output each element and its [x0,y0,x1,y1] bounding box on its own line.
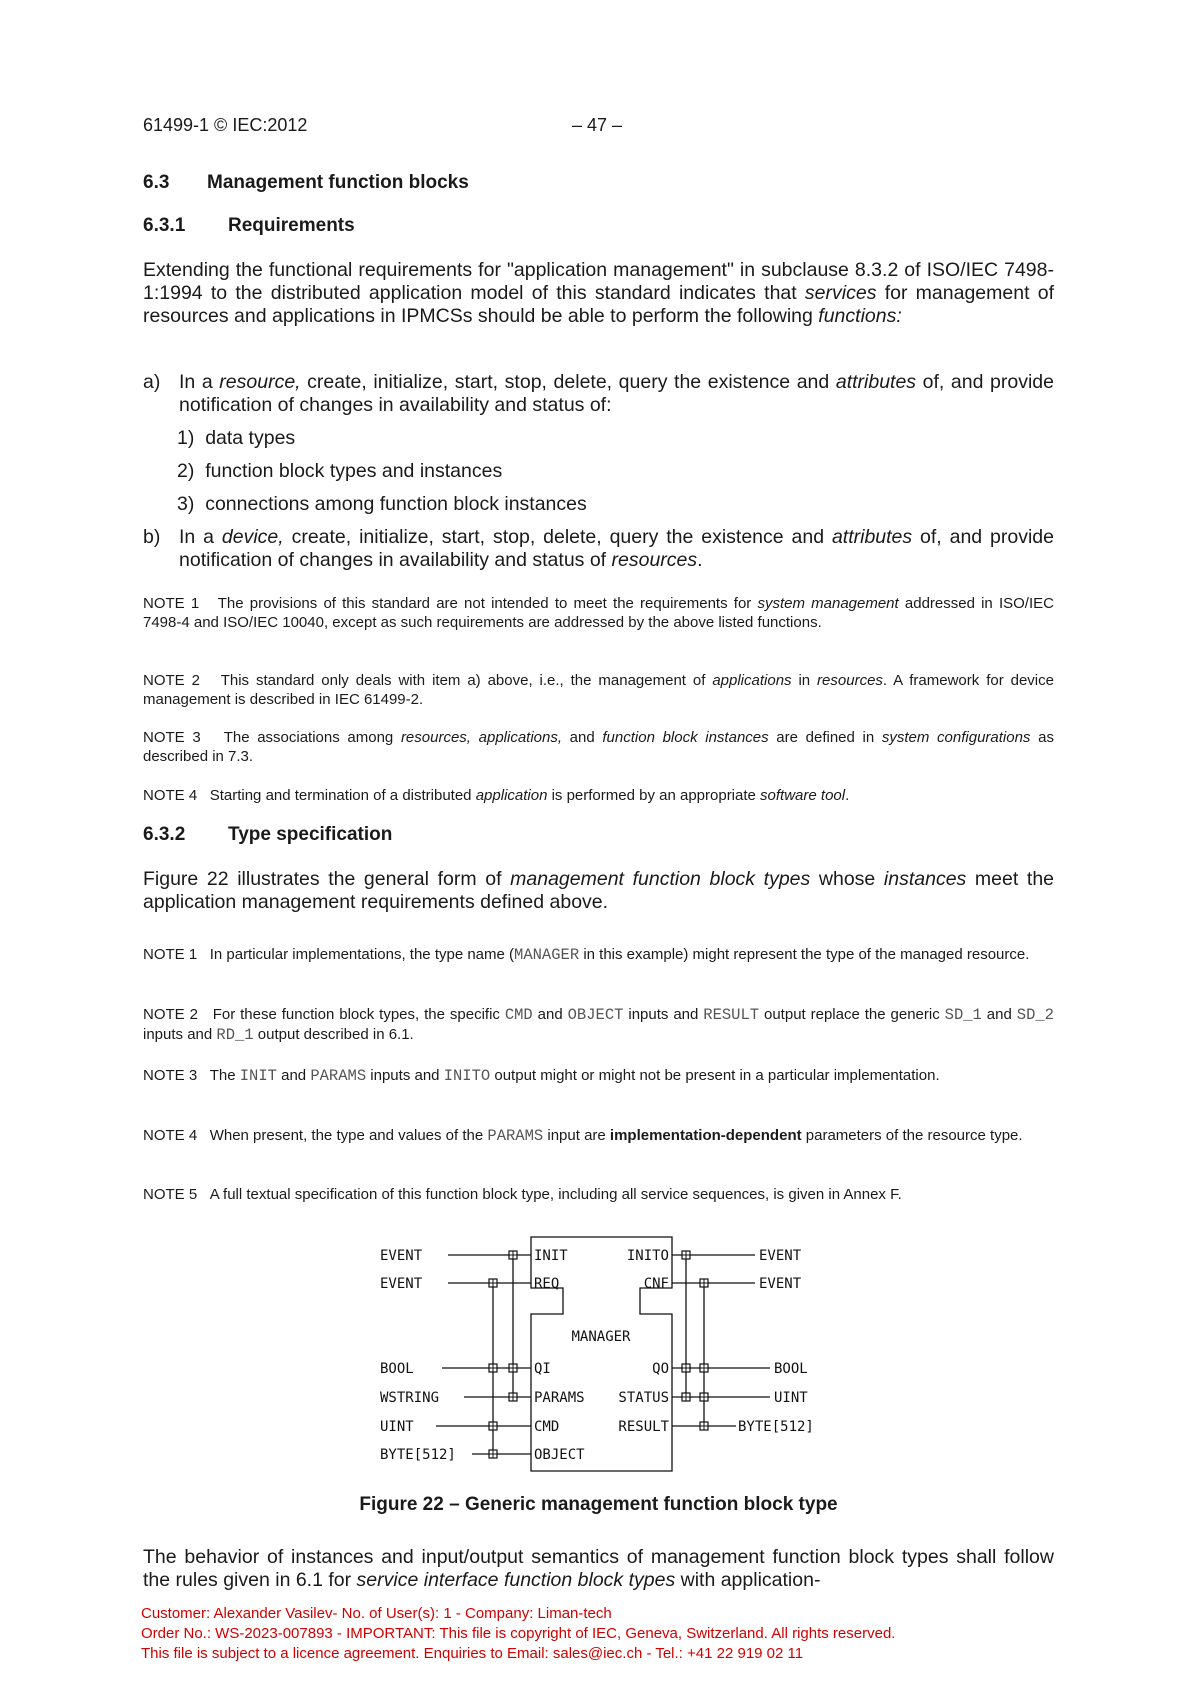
figure-caption: Figure 22 – Generic management function block type [359,1494,838,1515]
output-port-label: CNF [643,1276,669,1292]
note-3: NOTE 3 The associations among resources, applications, and function block instances are defined in system configurations as described in 7.3. [143,729,1054,765]
note-4: NOTE 4 When present, the type and values of the PARAMS input are implementation-dependent parameters of the resource type. [143,1127,1023,1145]
list-text: In a resource, create, initialize, start, stop, delete, query the existence and attributes of, and provide notification of changes in availability and status of: [179,371,1054,416]
section-heading-6-3-1 [143,215,355,237]
input-type-label: BYTE[512] [380,1447,456,1463]
output-port-label: STATUS [618,1390,669,1406]
note-1: NOTE 1 The provisions of this standard are not intended to meet the requirements for system management addressed in ISO/IEC 7498-4 and ISO/IEC 10040, except as such requirements are addressed by the above listed functions. [143,595,1054,631]
section-number: 6.3 [143,172,170,193]
block-type-name: MANAGER [571,1329,631,1345]
final-paragraph: The behavior of instances and input/output semantics of management function block types shall follow the rules given in 6.1 for service interface function block types with application- [143,1546,1054,1591]
function-block-outline [531,1237,672,1471]
input-port-label: INIT [534,1248,568,1264]
type-specification-paragraph: Figure 22 illustrates the general form of management function block types whose instances meet the application management requirements defined above. [143,868,1055,913]
sublist-item: 3) connections among function block instances [177,493,587,515]
output-type-label: BYTE[512] [738,1419,814,1435]
note-4: NOTE 4 Starting and termination of a distributed application is performed by an appropriate software tool. [143,787,850,804]
intro-paragraph: Extending the functional requirements for "application management" in subclause 8.3.2 of ISO/IEC 7498-1:1994 to the distributed application model of this standard indicates that services for management of resources and applications in IPMCSs should be able to perform the following functions: [143,259,1055,327]
output-port-label: RESULT [618,1419,669,1435]
note-3: NOTE 3 The INIT and PARAMS inputs and INITO output might or might not be present in a particular implementation. [143,1067,940,1085]
output-type-label: EVENT [759,1276,802,1292]
list-label: a) [143,371,161,393]
footer-line: This file is subject to a licence agreement. Enquiries to Email: sales@iec.ch - Tel.: +41 22 919 02 11 [141,1645,804,1662]
note-2: NOTE 2 This standard only deals with item a) above, i.e., the management of applications in resources. A framework for device management is described in IEC 61499-2. [143,672,1054,708]
output-port-label: QO [652,1361,669,1377]
list-item-b [143,526,1054,572]
section-number: 6.3.2 [143,824,186,845]
section-heading-6-3-2 [143,824,392,846]
input-port-label: OBJECT [534,1447,585,1463]
list-item-a [143,371,1054,417]
output-type-label: UINT [774,1390,808,1406]
section-title: Type specification [228,824,393,845]
page-number: – 47 – [572,115,623,135]
section-number: 6.3.1 [143,215,186,236]
footer-line: Customer: Alexander Vasilev- No. of User(s): 1 - Company: Liman-tech [141,1605,612,1622]
section-title: Management function blocks [207,172,469,193]
input-port-label: REQ [534,1276,560,1292]
note-2: NOTE 2 For these function block types, the specific CMD and OBJECT inputs and RESULT output replace the generic SD_1 and SD_2 inputs and RD_1 output described in 6.1. [143,1006,1054,1044]
input-type-label: BOOL [380,1361,414,1377]
input-type-label: UINT [380,1419,414,1435]
manager-function-block-diagram [380,1236,820,1481]
sublist-item: 2) function block types and instances [177,460,503,482]
list-label: b) [143,526,161,548]
sublist-item: 1) data types [177,427,296,449]
output-type-label: EVENT [759,1248,802,1264]
note-1: NOTE 1 In particular implementations, the type name (MANAGER in this example) might represent the type of the managed resource. [143,946,1030,964]
license-footer [141,1604,895,1664]
input-port-label: CMD [534,1419,560,1435]
output-type-label: BOOL [774,1361,808,1377]
list-text: In a device, create, initialize, start, stop, delete, query the existence and attributes of, and provide notification of changes in availability and status of resources. [179,526,1054,571]
section-heading-6-3 [143,172,469,194]
input-port-label: QI [534,1361,551,1377]
running-header-left: 61499-1 © IEC:2012 [143,115,308,135]
output-port-label: INITO [626,1248,669,1264]
note-5: NOTE 5 A full textual specification of this function block type, including all service sequences, is given in Annex F. [143,1186,902,1203]
section-title: Requirements [228,215,355,236]
input-type-label: EVENT [380,1248,423,1264]
input-type-label: WSTRING [380,1390,440,1406]
input-type-label: EVENT [380,1276,423,1292]
footer-line: Order No.: WS-2023-007893 - IMPORTANT: This file is copyright of IEC, Geneva, Switzerland. All rights reserved. [141,1625,896,1642]
input-port-label: PARAMS [534,1390,585,1406]
